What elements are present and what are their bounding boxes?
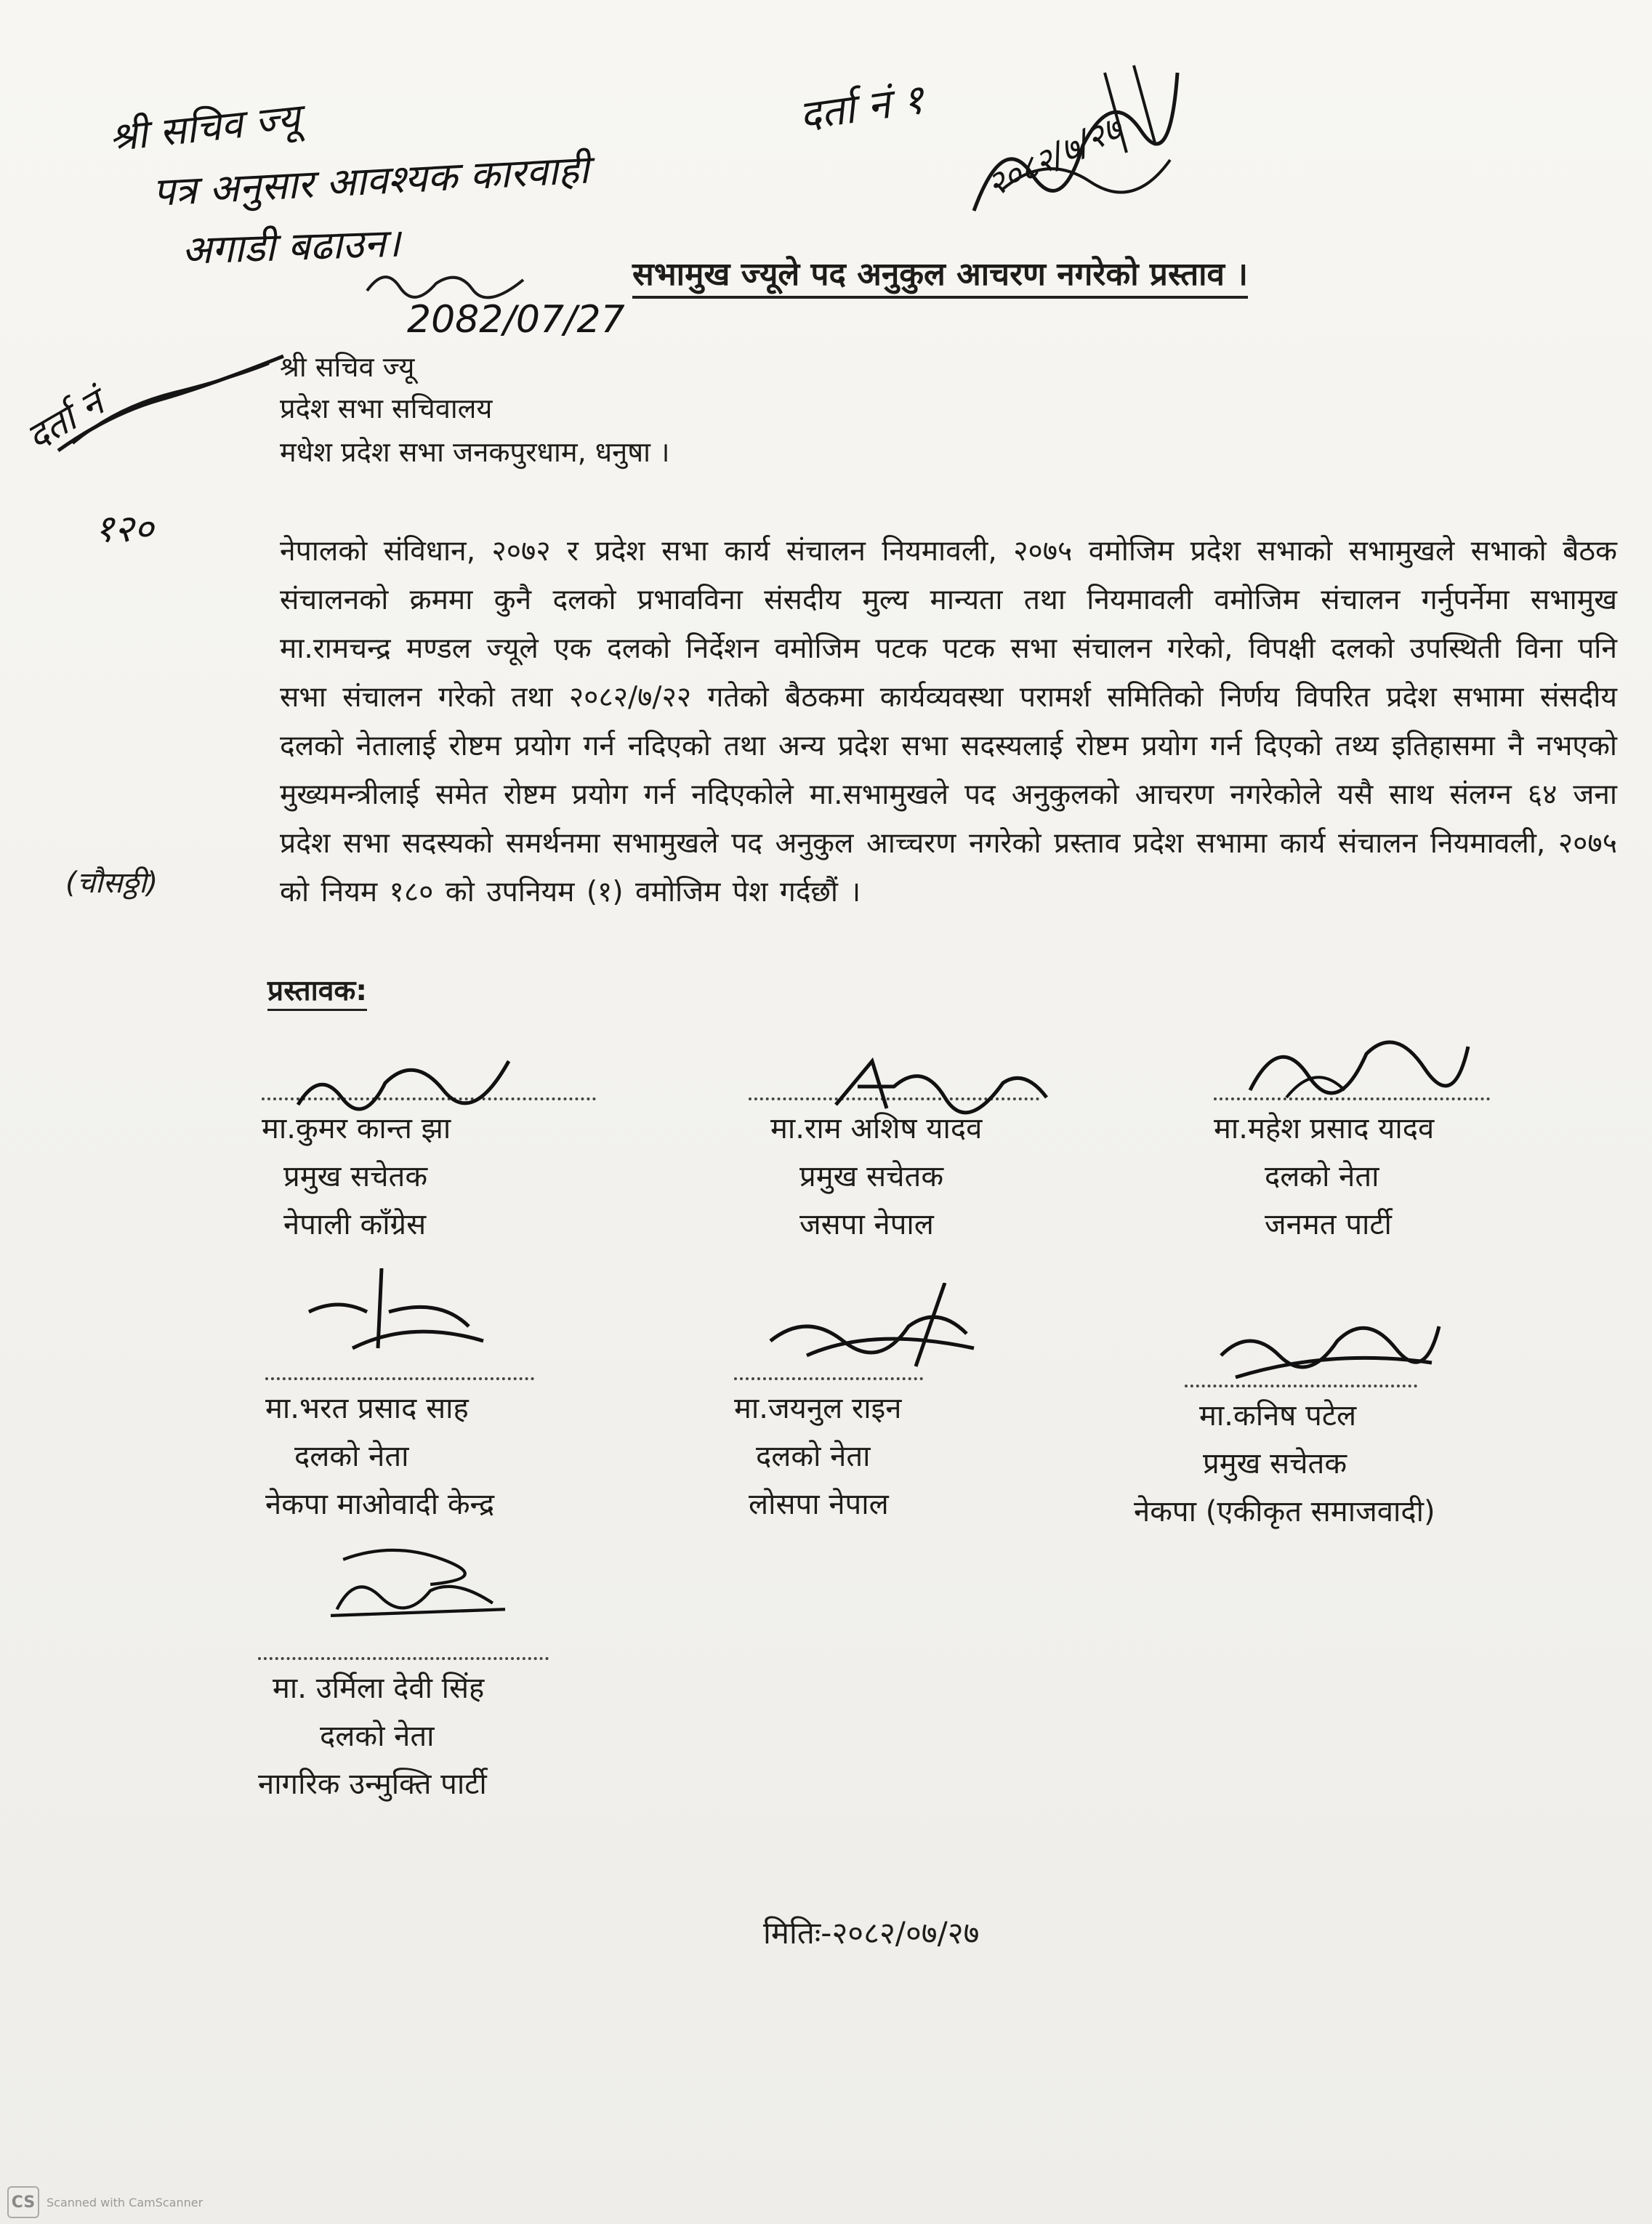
signatory-block [734, 1377, 1068, 1528]
signatory-party: नेपाली काँग्रेस [283, 1208, 427, 1241]
camscanner-logo-icon: CS [7, 2186, 39, 2218]
signatory-block [258, 1657, 592, 1808]
addressee-line2: प्रदेश सभा सचिवालय [280, 392, 493, 424]
signatory-role: दलको नेता [294, 1440, 409, 1473]
signatory-block [749, 1097, 1083, 1249]
scanner-footer [7, 2186, 203, 2218]
signatory-block [265, 1377, 600, 1528]
document-title: सभामुख ज्यूले पद अनुकुल आचरण नगरेको प्रस्ताव । [632, 251, 1248, 299]
signatory-block [1214, 1097, 1548, 1249]
signature-scribble [302, 1541, 534, 1628]
left-margin-note: दर्ता नं [19, 381, 111, 459]
signatory-role: प्रमुख सचेतक [799, 1160, 944, 1193]
signature-line [265, 1377, 534, 1380]
signatory-party: नेकपा (एकीकृत समाजवादी) [1134, 1495, 1435, 1528]
scanner-footer-text: Scanned with CamScanner [47, 2195, 204, 2209]
handwritten-note-line2: पत्र अनुसार आवश्यक कारवाही [151, 146, 590, 215]
signatory-role: प्रमुख सचेतक [1203, 1447, 1347, 1480]
signatory-party: नागरिक उन्मुक्ति पार्टी [258, 1768, 487, 1801]
signatory-name: मा.महेश प्रसाद यादव [1214, 1112, 1435, 1145]
addressee-line3: मधेश प्रदेश सभा जनकपुरधाम, धनुषा । [280, 436, 670, 468]
signatory-name: मा.कुमर कान्त झा [262, 1112, 451, 1145]
signatory-role: प्रमुख सचेतक [283, 1160, 428, 1193]
body-paragraph: नेपालको संविधान, २०७२ र प्रदेश सभा कार्य संचालन नियमावली, २०७५ वमोजिम प्रदेश सभाको सभामुखले सभाको बैठक संचालनको क्रममा कुनै दलको प्रभावविना संसदीय मुल्य मान्यता तथा नियमावली वमोजिम संचालन गर्नुपर्नेमा सभामुख मा.रामचन्द्र मण्डल ज्यूले एक दलको निर्देशन वमोजिम पटक पटक सभा संचालन गरेको, विपक्षी दलको उपस्थिती विना पनि सभा संचालन गरेको तथा २०८२/७/२२ गतेको बैठकमा कार्यव्यवस्था परामर्श समितिको निर्णय विपरित प्रदेश सभामा संसदीय दलको नेतालाई रोष्टम प्रयोग गर्न नदिएको तथा अन्य प्रदेश सभा सदस्यलाई रोष्टम प्रयोग गर्न दिएको तथ्य इतिहासमा नै नभएको मुख्यमन्त्रीलाई समेत रोष्टम प्रयोग गर्न नदिएकोले मा.सभामुखले पद अनुकुलको आचरण नगरेकोले यसै साथ संलग्न ६४ जना प्रदेश सभा सदस्यको समर्थनमा सभामुखले पद अनुकुल आच्चरण नगरेको प्रस्ताव प्रदेश सभामा कार्य संचालन नियमावली, २०७५ को नियम १८० को उपनियम (१) वमोजिम पेश गर्दछौं । [280, 535, 1617, 908]
proposers-label: प्रस्तावक: [267, 970, 367, 1011]
signatory-party: लोसपा नेपाल [749, 1488, 889, 1521]
dak-number: दर्ता नं १ [796, 76, 927, 140]
signatory-role: दलको नेता [756, 1440, 871, 1473]
signatory-block [1134, 1385, 1519, 1536]
signatory-block [262, 1097, 596, 1249]
signature-scribble [291, 1039, 523, 1127]
handwritten-note-line1: श्री सचिव ज्यू [106, 94, 302, 161]
signature-line [258, 1657, 549, 1660]
signature-scribble [829, 1039, 1061, 1127]
signatory-name: मा. उर्मिला देवी सिंह [273, 1672, 485, 1705]
signatory-name: मा.जयनुल राइन [734, 1392, 902, 1425]
signature-scribble [1243, 1018, 1475, 1105]
signatory-name: मा.कनिष पटेल [1199, 1399, 1357, 1433]
left-margin-number: १२० [94, 507, 154, 551]
margin-mark: (चौसठ्ठी) [65, 866, 158, 900]
addressee-line1: श्री सचिव ज्यू [280, 351, 415, 383]
signatory-role: दलको नेता [320, 1720, 435, 1753]
handwritten-note-line3: अगाडी बढाउन। [180, 219, 401, 273]
signatory-party: नेकपा माओवादी केन्द्र [265, 1488, 495, 1521]
handwritten-date: 2082/07/27 [407, 298, 625, 342]
registration-date: २०८२/७/२७ [980, 108, 1128, 205]
signature-line [734, 1377, 923, 1380]
signatory-party: जसपा नेपाल [799, 1208, 934, 1241]
signatory-role: दलको नेता [1265, 1160, 1379, 1193]
signature-scribble [1214, 1305, 1446, 1392]
left-margin-scribble [51, 342, 291, 458]
signatory-name: मा.राम अशिष यादव [770, 1112, 983, 1145]
signatory-name: मा.भरत प्रसाद साह [265, 1392, 469, 1425]
signature-scribble [294, 1268, 527, 1355]
signature-scribble [763, 1283, 996, 1370]
document-date: मितिः-२०८२/०७/२७ [763, 1915, 980, 1951]
signatory-party: जनमत पार्टी [1265, 1208, 1392, 1241]
